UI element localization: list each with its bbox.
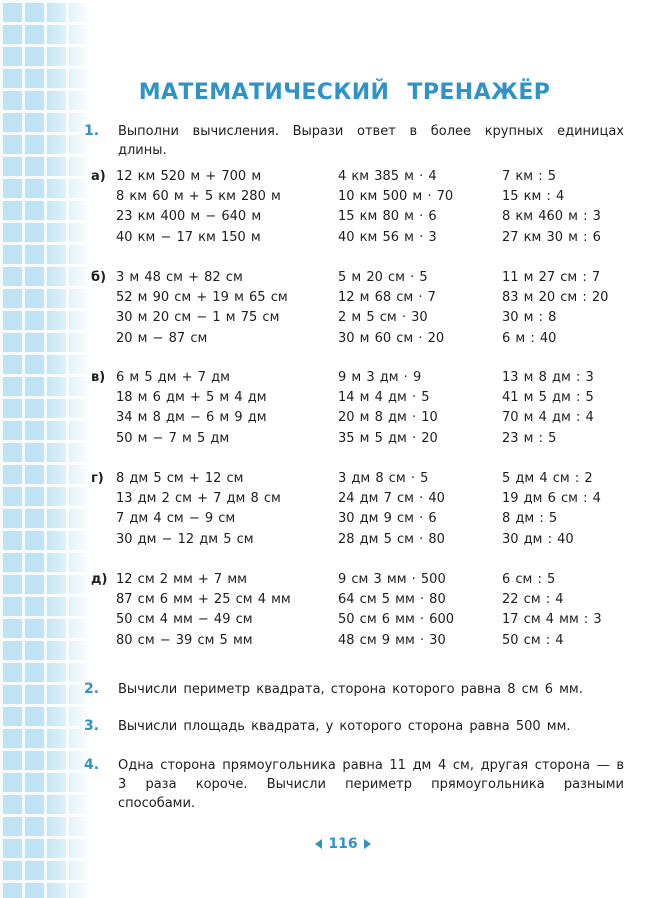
triangle-left-icon (315, 839, 322, 849)
expression: 8 км 60 м + 5 км 280 м (116, 189, 281, 205)
expression: 14 м 4 дм · 5 (338, 390, 430, 406)
exercise-block-g (0, 469, 667, 551)
expression: 34 м 8 дм − 6 м 9 дм (116, 410, 267, 426)
expression: 18 м 6 дм + 5 м 4 дм (116, 390, 267, 406)
expression: 12 м 68 см · 7 (338, 290, 436, 306)
expression: 50 м − 7 м 5 дм (116, 430, 230, 446)
expression: 6 м : 40 (502, 330, 557, 346)
exercise-column-2 (338, 469, 445, 550)
expression: 30 м 20 см − 1 м 75 см (116, 310, 280, 326)
exercise-column-2 (338, 268, 444, 349)
expression: 30 м 60 см · 20 (338, 330, 445, 346)
expression: 7 дм 4 см − 9 см (116, 511, 236, 527)
expression: 50 см 4 мм − 49 см (116, 612, 253, 628)
task-text: Вычисли площадь квадрата, у которого сторона равна 500 мм. (118, 719, 571, 734)
expression: 9 см 3 мм · 500 (338, 572, 446, 587)
expression: 40 км 56 м · 3 (338, 229, 437, 245)
exercise-column-3 (502, 469, 601, 550)
task-text: Выполни вычисления. Вырази ответ в более крупных единицах длины. (118, 124, 624, 158)
expression: 3 дм 8 см · 5 (338, 471, 429, 486)
expression: 5 дм 4 см : 2 (502, 471, 593, 486)
expression: 12 см 2 мм + 7 мм (116, 572, 247, 587)
task-text: Вычисли периметр квадрата, сторона которого равна 8 см 6 мм. (118, 682, 583, 697)
expression: 23 км 400 м − 640 м (116, 209, 262, 225)
task-4 (84, 756, 624, 813)
expression: 13 дм 2 см + 7 дм 8 см (116, 491, 281, 507)
expression: 15 км 80 м · 6 (338, 209, 437, 225)
expression: 27 км 30 м : 6 (502, 229, 601, 245)
exercise-column-2 (338, 368, 438, 449)
expression: 6 см : 5 (502, 572, 556, 587)
expression: 8 дм : 5 (502, 511, 558, 527)
task-1 (84, 122, 624, 160)
expression: 4 км 385 м · 4 (338, 169, 437, 184)
exercise-block-v (0, 368, 667, 450)
expression: 9 м 3 дм · 9 (338, 370, 422, 385)
exercise-letter: а) (91, 169, 106, 184)
expression: 30 дм 9 см · 6 (338, 511, 437, 527)
expression: 8 км 460 м : 3 (502, 209, 601, 225)
expression: 24 дм 7 см · 40 (338, 491, 445, 507)
exercise-block-a (0, 167, 667, 249)
expression: 7 км : 5 (502, 169, 556, 184)
task-3 (84, 717, 624, 736)
expression: 2 м 5 см · 30 (338, 310, 428, 326)
exercise-column-2 (338, 570, 454, 651)
expression: 30 м : 8 (502, 310, 557, 326)
page-number: 116 (328, 836, 358, 852)
page-footer (306, 834, 380, 854)
expression: 20 м 8 дм · 10 (338, 410, 438, 426)
expression: 5 м 20 см · 5 (338, 270, 428, 285)
expression: 30 дм : 40 (502, 531, 574, 547)
expression: 40 км − 17 км 150 м (116, 229, 261, 245)
expression: 11 м 27 см : 7 (502, 270, 601, 285)
expression: 10 км 500 м · 70 (338, 189, 454, 205)
expression: 52 м 90 см + 19 м 65 см (116, 290, 288, 306)
expression: 17 см 4 мм : 3 (502, 612, 602, 628)
expression: 23 м : 5 (502, 430, 557, 446)
exercise-column-3 (502, 167, 601, 248)
task-number: 1. (84, 123, 100, 139)
triangle-right-icon (364, 839, 371, 849)
expression: 80 см − 39 см 5 мм (116, 632, 253, 648)
expression: 6 м 5 дм + 7 дм (116, 370, 230, 385)
exercise-column-1 (116, 167, 281, 248)
exercise-column-1 (116, 268, 288, 349)
expression: 19 дм 6 см : 4 (502, 491, 601, 507)
expression: 15 км : 4 (502, 189, 565, 205)
exercise-letter: д) (91, 572, 108, 587)
exercise-letter: в) (91, 370, 106, 385)
exercise-letter: б) (91, 270, 107, 285)
exercise-column-1 (116, 570, 291, 651)
task-number: 4. (84, 757, 100, 773)
expression: 50 см : 4 (502, 632, 564, 648)
task-2 (84, 680, 624, 699)
expression: 48 см 9 мм · 30 (338, 632, 446, 648)
exercise-block-b (0, 268, 667, 350)
task-number: 2. (84, 681, 100, 697)
expression: 35 м 5 дм · 20 (338, 430, 438, 446)
expression: 8 дм 5 см + 12 см (116, 471, 244, 486)
exercise-column-3 (502, 368, 594, 449)
exercise-column-3 (502, 570, 602, 651)
expression: 3 м 48 см + 82 см (116, 270, 243, 285)
page-title: МАТЕМАТИЧЕСКИЙ ТРЕНАЖЁР (138, 80, 551, 105)
task-text: Одна сторона прямоугольника равна 11 дм 4 см, другая сторона — в 3 раза короче. Вычисли периметр прямоугольника разными способами. (118, 758, 624, 811)
expression: 30 дм − 12 дм 5 см (116, 531, 254, 547)
exercise-column-3 (502, 268, 608, 349)
exercise-block-d (0, 570, 667, 652)
exercise-column-1 (116, 469, 281, 550)
expression: 83 м 20 см : 20 (502, 290, 609, 306)
expression: 41 м 5 дм : 5 (502, 390, 594, 406)
expression: 28 дм 5 см · 80 (338, 531, 445, 547)
expression: 50 см 6 мм · 600 (338, 612, 454, 628)
expression: 64 см 5 мм · 80 (338, 592, 446, 608)
expression: 12 км 520 м + 700 м (116, 169, 262, 184)
expression: 13 м 8 дм : 3 (502, 370, 594, 385)
expression: 70 м 4 дм : 4 (502, 410, 594, 426)
exercise-column-1 (116, 368, 267, 449)
task-number: 3. (84, 718, 100, 734)
exercise-column-2 (338, 167, 453, 248)
expression: 22 см : 4 (502, 592, 564, 608)
expression: 87 см 6 мм + 25 см 4 мм (116, 592, 291, 608)
exercise-letter: г) (91, 471, 104, 486)
expression: 20 м − 87 см (116, 330, 208, 346)
